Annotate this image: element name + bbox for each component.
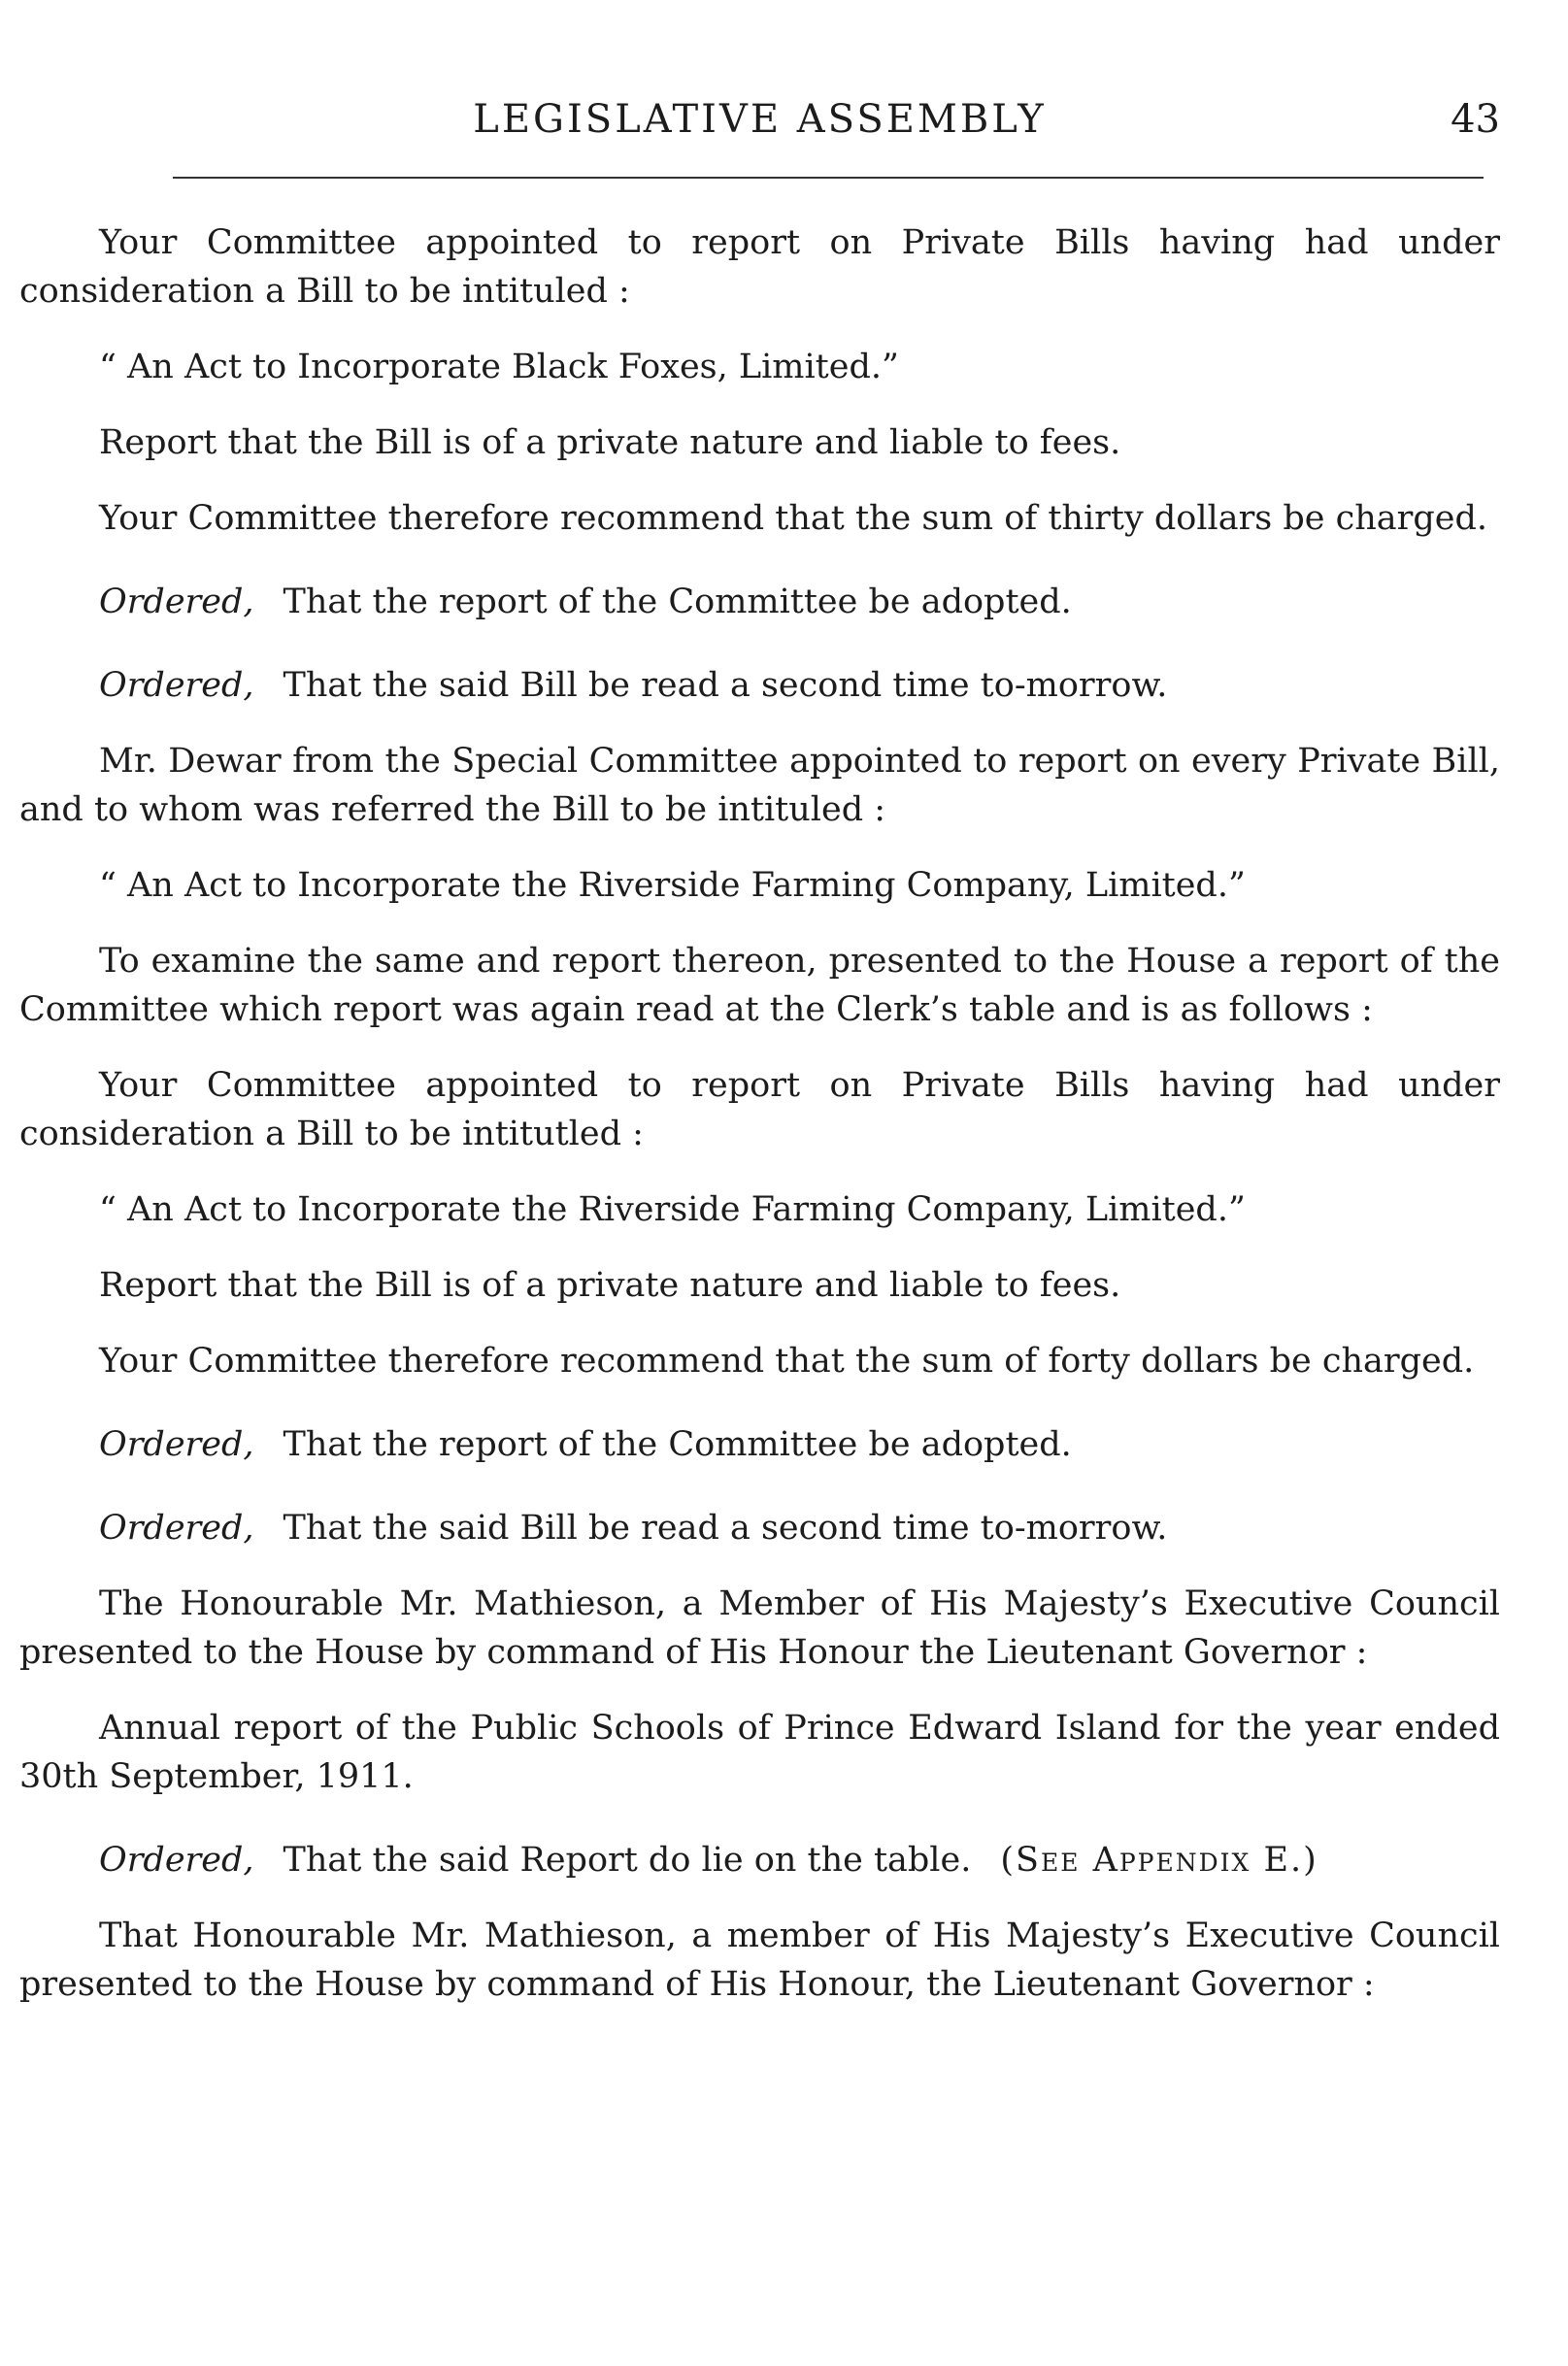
paragraph-examine-report: To examine the same and report thereon, presented to the House a report of the Committee which report was again read at the Clerk’s table and is as follows : [19, 942, 1500, 1029]
ordered-label: Ordered, [99, 583, 254, 621]
order-text: That the report of the Committee be adopted. [283, 583, 1072, 621]
bill-title-black-foxes: “ An Act to Incorporate Black Foxes, Limited.” [99, 348, 899, 386]
order-text: That the report of the Committee be adopted. [283, 1425, 1072, 1464]
paragraph-dewar-special-committee: Mr. Dewar from the Special Committee appointed to report on every Private Bill, and to whom was referred the Bill to be intituled : [19, 742, 1500, 829]
ordered-label: Ordered, [99, 1841, 254, 1880]
paragraph-committee-report-1: Your Committee appointed to report on Private Bills having had under consideration a Bill to be intituled : [19, 223, 1500, 311]
ordered-label: Ordered, [99, 1425, 254, 1464]
page-number: 43 [1451, 97, 1500, 142]
paragraph-private-nature-2: Report that the Bill is of a private nature and liable to fees. [99, 1266, 1121, 1305]
paragraph-fee-recommendation-1: Your Committee therefore recommend that the sum of thirty dollars be charged. [99, 499, 1488, 538]
ordered-label: Ordered, [99, 666, 254, 705]
paragraph-private-nature-1: Report that the Bill is of a private nature and liable to fees. [99, 423, 1121, 462]
order-adopt-report-2 [19, 1420, 1500, 1469]
paragraph-annual-report-schools: Annual report of the Public Schools of Prince Edward Island for the year ended 30th September, 1911. [19, 1709, 1500, 1796]
page-title: LEGISLATIVE ASSEMBLY [473, 97, 1047, 142]
paragraph-mathieson-presentation-2: That Honourable Mr. Mathieson, a member of His Majesty’s Executive Council presented to the House by command of His Honour, the Lieutenant Governor : [19, 1916, 1500, 2004]
order-adopt-report-1 [19, 578, 1500, 626]
bill-title-riverside-farming-2: “ An Act to Incorporate the Riverside Farming Company, Limited.” [99, 1190, 1246, 1229]
paragraph-fee-recommendation-2: Your Committee therefore recommend that the sum of forty dollars be charged. [99, 1342, 1475, 1381]
appendix-reference: (See Appendix E.) [1000, 1841, 1318, 1880]
page-body [19, 218, 1500, 2009]
order-second-reading-1 [19, 661, 1500, 710]
header-rule [173, 177, 1484, 179]
running-header [19, 95, 1500, 144]
order-text: That the said Bill be read a second time to-morrow. [283, 1509, 1168, 1548]
order-text: That the said Report do lie on the table. [283, 1841, 972, 1880]
order-lie-on-table [19, 1836, 1500, 1884]
order-second-reading-2 [19, 1504, 1500, 1552]
bill-title-riverside-farming-1: “ An Act to Incorporate the Riverside Farming Company, Limited.” [99, 866, 1246, 905]
paragraph-committee-report-2: Your Committee appointed to report on Private Bills having had under consideration a Bill to be intitutled : [19, 1066, 1500, 1153]
ordered-label: Ordered, [99, 1509, 254, 1548]
paragraph-mathieson-presentation-1: The Honourable Mr. Mathieson, a Member of His Majesty’s Executive Council presented to the House by command of His Honour the Lieutenant Governor : [19, 1584, 1500, 1672]
order-text: That the said Bill be read a second time to-morrow. [283, 666, 1168, 705]
